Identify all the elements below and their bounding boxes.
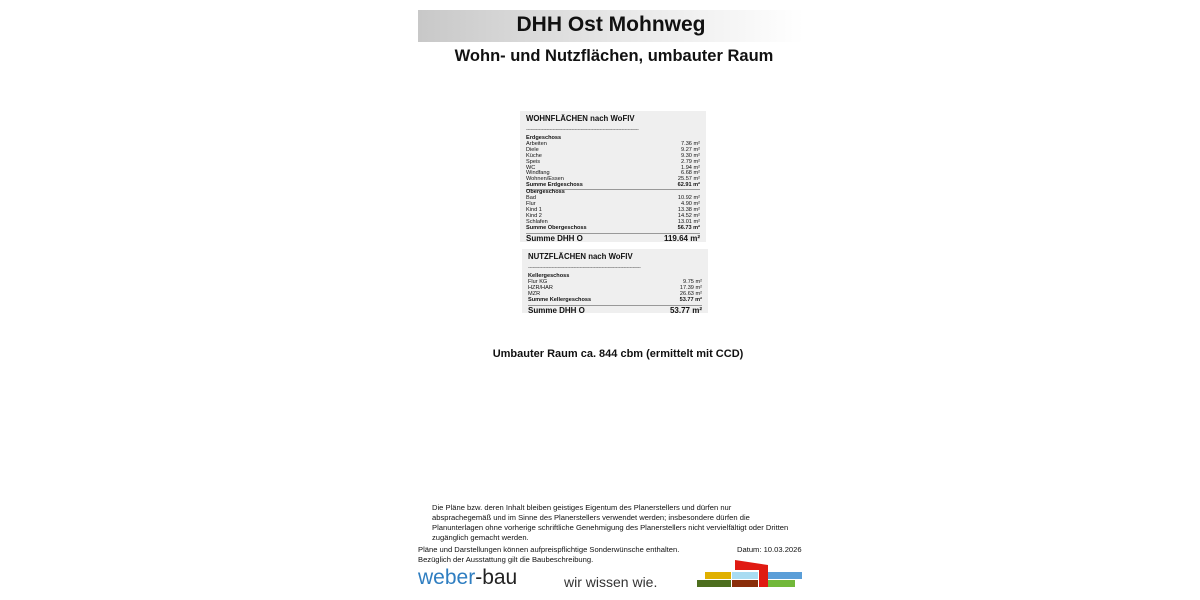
footer-note-line1: Pläne und Darstellungen können aufpreispflichtige Sonderwünsche enthalten.: [418, 545, 680, 554]
sum-label: Summe Erdgeschoss: [526, 182, 583, 189]
total-row: [526, 233, 700, 244]
room-name: Kind 2: [526, 212, 542, 219]
floor-heading: Erdgeschoss: [526, 135, 562, 141]
room-name: Wohnen/Essen: [526, 176, 564, 183]
room-area: 14.52 m²: [677, 212, 700, 219]
room-area: 9.75 m²: [683, 278, 702, 285]
room-name: Kind 1: [526, 206, 542, 213]
page-subtitle: Wohn- und Nutzflächen, umbauter Raum: [454, 47, 774, 65]
date: Datum: 10.03.2026: [737, 545, 802, 554]
footer-note-line2: Bezüglich der Ausstattung gilt die Baubeschreibung.: [418, 554, 594, 564]
separator: ------------------------------------------------------------------------: [528, 266, 641, 271]
sum-value: 56.73 m²: [677, 224, 700, 231]
room-area: 2.79 m²: [681, 158, 700, 165]
room-area: 10.92 m²: [677, 195, 700, 202]
room-area: 6.68 m²: [681, 170, 700, 177]
floor-sum-row: [526, 226, 700, 232]
room-area: 13.01 m²: [677, 218, 700, 225]
room-area: 9.27 m²: [681, 146, 700, 153]
total-label: Summe DHH O: [528, 305, 585, 315]
room-name: Küche: [526, 152, 542, 159]
total-value: 119.64 m²: [663, 233, 700, 243]
room-name: Schlafen: [526, 218, 548, 225]
sum-value: 62.91 m²: [677, 182, 700, 189]
total-row: [528, 305, 702, 316]
room-area: 13.38 m²: [677, 206, 700, 213]
room-area: 25.57 m²: [677, 176, 700, 183]
nutzflaechen-table: [522, 249, 708, 313]
room-area: 17.39 m²: [679, 284, 702, 291]
footer-note: [418, 545, 679, 564]
table-title: NUTZFLÄCHEN nach WoFIV: [528, 252, 633, 261]
house-blocks-logo-icon: [696, 558, 804, 590]
brand-logo-text: [418, 566, 517, 590]
floor-heading: Obergeschoss: [526, 189, 565, 196]
room-area: 9.30 m²: [681, 152, 700, 159]
sum-label: Summe Obergeschoss: [526, 224, 587, 231]
room-area: 4.90 m²: [681, 200, 700, 207]
room-name: Bad: [526, 195, 536, 202]
wohnflaechen-table: [520, 111, 706, 242]
brand-bau: -bau: [475, 566, 518, 589]
room-name: Windfang: [526, 170, 550, 177]
room-name: Flur KG: [528, 278, 548, 285]
room-name: Speis: [526, 158, 540, 165]
sum-label: Summe Kellergeschoss: [528, 296, 592, 303]
sum-value: 53.77 m²: [679, 296, 702, 303]
slogan: wir wissen wie.: [564, 574, 658, 590]
room-name: Diele: [526, 146, 539, 153]
page-title: DHH Ost Mohnweg: [516, 13, 706, 36]
total-value: 53.77 m²: [669, 305, 702, 315]
umbauter-raum: Umbauter Raum ca. 844 cbm (ermittelt mit CCD): [492, 348, 744, 360]
total-label: Summe DHH O: [526, 233, 583, 243]
disclaimer: Die Pläne bzw. deren Inhalt bleiben geistiges Eigentum des Planerstellers und dürfen nur absprachegemäß und im Sinne des Planerstellers verwendet werden; insbesondere dürfen die Planunterlagen ohne vorherige schriftliche Genehmigung des Planerstellers nicht vervielfältigt oder Dritten zugänglich gemacht werden.: [432, 503, 789, 542]
brand-weber: weber: [418, 566, 476, 589]
floor-sum-row: [528, 298, 702, 304]
separator: ------------------------------------------------------------------------: [526, 128, 639, 133]
table-title: WOHNFLÄCHEN nach WoFIV: [526, 114, 635, 123]
room-name: HZR/HAR: [528, 284, 553, 291]
room-area: 7.36 m²: [681, 140, 700, 147]
room-name: Flur: [526, 200, 536, 207]
room-name: WC: [526, 164, 536, 171]
room-area: 1.94 m²: [681, 164, 700, 171]
floor-heading: Kellergeschoss: [528, 273, 570, 279]
room-name: MZR: [528, 290, 541, 297]
room-name: Arbeiten: [526, 140, 547, 147]
room-area: 26.63 m²: [679, 290, 702, 297]
